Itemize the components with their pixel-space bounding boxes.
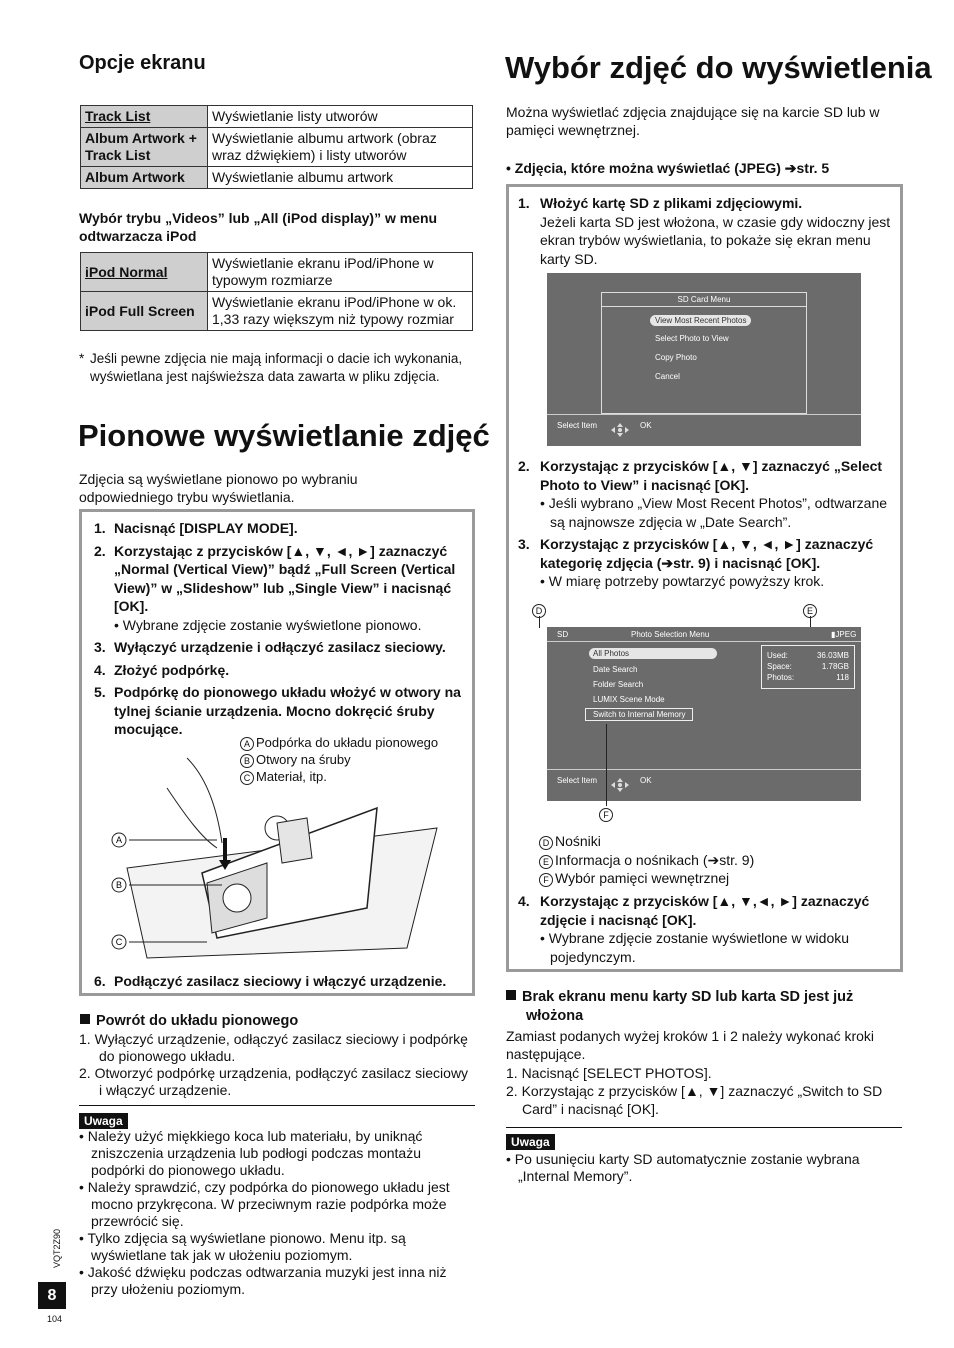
jpeg-label: ▮JPEG	[831, 630, 857, 639]
footer-ok: OK	[640, 421, 652, 430]
list-item: • Należy użyć miękkiego koca lub materiału, by uniknąć zniszczenia urządzenia lub podłogi podczas montażu podpórki do pionowego układu.	[79, 1128, 423, 1178]
photo-selection-menu-screen	[547, 627, 861, 801]
ipod-mode-table	[80, 252, 473, 331]
legend-item: D Nośniki	[539, 832, 754, 851]
legend-item: E Informacja o nośnikach (➔str. 9)	[539, 851, 754, 870]
screen-divider	[547, 414, 861, 415]
list-item: 1. Wyłączyć urządzenie, odłączyć zasilacz sieciowy i podpórkę do pionowego układu.	[79, 1031, 468, 1064]
callout-d: D	[532, 601, 548, 619]
step-sub: • Wybrane zdjęcie zostanie wyświetlone pionowo.	[114, 616, 422, 633]
sd-menu-title: SD Card Menu	[602, 293, 806, 307]
callout-c-label: C	[115, 937, 123, 947]
sd-card-menu-screen	[547, 273, 861, 446]
screen-divider	[547, 769, 861, 770]
info-used-value: 36.03MB	[816, 651, 849, 660]
list-item: 2. Otworzyć podpórkę urządzenia, podłączyć zasilacz sieciowy i włączyć urządzenie.	[79, 1065, 469, 1098]
uwaga-divider	[506, 1127, 902, 1128]
menu-item-all-photos[interactable]: All Photos	[589, 648, 717, 659]
menu-item-view-recent[interactable]: View Most Recent Photos	[650, 315, 751, 326]
table-row	[81, 128, 473, 167]
table-row	[81, 292, 473, 331]
step-item: 6. Podłączyć zasilacz sieciowy i włączyć urządzenie.	[94, 973, 447, 989]
step-item: 2. Korzystając z przycisków [▲, ▼, ◄, ►] zaznaczyć „Normal (Vertical View)” bądź „Full Screen (Vertical View)” w „Slideshow” lub „Single View” i nacisnąć [OK]. • Wybrane zdjęcie zostanie wyświetlone pionowo.	[82, 542, 466, 635]
menu-item-date-search[interactable]: Date Search	[593, 665, 638, 674]
section-title-opcje: Opcje ekranu	[79, 52, 206, 74]
photo-menu-title: Photo Selection Menu	[631, 630, 710, 639]
jpeg-note: • Zdjęcia, które można wyświetlać (JPEG) ➔str. 5	[506, 160, 830, 176]
uwaga-divider	[79, 1105, 475, 1106]
step-item: 4. Złożyć podpórkę.	[94, 661, 230, 678]
media-info-panel	[761, 645, 855, 689]
list-item: • Należy sprawdzić, czy podpórka do pionowego układu jest mocno przykręcona. W przeciwnym razie podpórka może przewrócić się.	[79, 1179, 450, 1229]
uwaga-label: Uwaga	[79, 1112, 128, 1130]
brak-intro: Zamiast podanych wyżej kroków 1 i 2 należy wykonać kroki następujące.	[506, 1028, 875, 1062]
step-item: 3. Wyłączyć urządzenie i odłączyć zasilacz sieciowy.	[94, 639, 446, 655]
table-value: Wyświetlanie albumu artwork (obraz wraz dźwiękiem) i listy utworów	[208, 128, 473, 167]
footer-select-item: Select Item	[557, 421, 598, 430]
powrot-heading: Powrót do układu pionowego	[80, 1013, 298, 1029]
page-number: 8	[38, 1282, 66, 1309]
step-3: 3. Korzystając z przycisków [▲, ▼, ◄, ►] zaznaczyć kategorię zdjęcia (➔str. 9) i nacisnąć [OK]. • W miarę potrzeby powtarzyć powyższy krok.	[518, 536, 874, 589]
table-key: iPod Normal	[81, 253, 208, 292]
menu-item-select-photo[interactable]: Select Photo to View	[655, 334, 729, 343]
square-bullet-icon	[506, 990, 516, 1000]
callout-f-line	[606, 724, 607, 806]
list-item: • Jakość dźwięku podczas odtwarzania muzyki jest inna niż przy ułożeniu poziomym.	[79, 1264, 447, 1297]
step-2: 2. Korzystając z przycisków [▲, ▼] zaznaczyć „Select Photo to View” i nacisnąć [OK]. • Jeśli wybrano „View Most Recent Photos”, odtwarzane są najnowsze zdjęcia w „Date Search”.	[518, 458, 888, 530]
info-used-label: Used:	[767, 651, 788, 660]
table-value: Wyświetlanie listy utworów	[208, 106, 473, 128]
step-item: 5. Podpórkę do pionowego układu włożyć w otwory na tylnej ścianie urządzenia. Mocno dokręcić śruby mocujące.	[94, 684, 461, 737]
sd-menu-panel	[601, 292, 807, 414]
legend-item: C Materiał, itp.	[240, 768, 438, 785]
pionowe-intro: Zdjęcia są wyświetlane pionowo po wybraniu odpowiedniego trybu wyświetlania.	[79, 471, 358, 505]
step-1: 1. Włożyć kartę SD z plikami zdjęciowymi. Jeżeli karta SD jest włożona, w czasie gdy widoczny jest ekran trybów wyświetlania, to pokaże się ekran menu karty SD.	[518, 195, 891, 267]
list-item: 1. Nacisnąć [SELECT PHOTOS].	[506, 1065, 712, 1081]
menu-item-cancel[interactable]: Cancel	[655, 372, 680, 381]
screen-legend	[539, 832, 754, 888]
photo-steps-box	[506, 184, 903, 972]
section-title-pionowe: Pionowe wyświetlanie zdjęć	[78, 418, 490, 453]
footer-ok: OK	[640, 776, 652, 785]
menu-item-copy-photo[interactable]: Copy Photo	[655, 353, 697, 362]
uwaga-list	[79, 1128, 475, 1298]
legend-item: A Podpórka do układu pionowego	[240, 734, 438, 751]
table-key: Track List	[81, 106, 208, 128]
table-row	[81, 167, 473, 189]
footer-select-item: Select Item	[557, 776, 598, 785]
table-row	[81, 106, 473, 128]
info-space-value: 1.78GB	[821, 662, 849, 671]
table-value: Wyświetlanie albumu artwork	[208, 167, 473, 189]
brak-heading: Brak ekranu menu karty SD lub karta SD jest już włożona	[506, 988, 901, 1026]
callout-a-label: A	[115, 835, 123, 845]
doc-code: VQT2Z90	[52, 1228, 62, 1268]
info-photos-value: 118	[836, 673, 849, 682]
steps-list	[82, 519, 472, 739]
step-item: 1. Nacisnąć [DISPLAY MODE].	[94, 520, 298, 536]
menu-item-switch-internal[interactable]: Switch to Internal Memory	[585, 708, 693, 721]
menu-item-folder-search[interactable]: Folder Search	[593, 680, 644, 689]
dpad-icon	[611, 778, 629, 792]
legend-item: B Otwory na śruby	[240, 751, 438, 768]
display-options-table	[80, 105, 473, 189]
stand-mounting-illustration	[107, 748, 467, 968]
final-step	[82, 972, 446, 995]
uwaga-label: Uwaga	[506, 1133, 555, 1151]
footnote: * Jeśli pewne zdjęcia nie mają informacji o dacie ich wykonania, wyświetlana jest najświeższa data zawarta w pliku zdjęcia.	[79, 351, 463, 384]
uwaga-list	[506, 1151, 902, 1185]
dpad-icon	[611, 423, 629, 437]
media-sd-label: SD	[557, 630, 569, 639]
callout-e: E	[803, 601, 819, 619]
table-value: Wyświetlanie ekranu iPod/iPhone w ok. 1,33 razy większym niż typowy rozmiar	[208, 292, 473, 331]
videos-heading: Wybór trybu „Videos” lub „All (iPod display)” w menu odtwarzacza iPod	[79, 210, 438, 244]
wybor-intro: Można wyświetlać zdjęcia znajdujące się na karcie SD lub w pamięci wewnętrznej.	[506, 104, 880, 138]
callout-d-line	[539, 616, 540, 628]
table-value: Wyświetlanie ekranu iPod/iPhone w typowym rozmiarze	[208, 253, 473, 292]
page-sub-number: 104	[47, 1314, 63, 1324]
table-key: Album Artwork + Track List	[81, 128, 208, 167]
callout-f: F	[599, 805, 615, 823]
card-icon: ▮	[831, 630, 836, 639]
photo-menu-header	[547, 627, 861, 642]
section-title-wybor: Wybór zdjęć do wyświetlenia	[505, 50, 932, 85]
step-4: 4. Korzystając z przycisków [▲, ▼,◄, ►] zaznaczyć zdjęcie i nacisnąć [OK]. • Wybrane zdjęcie zostanie wyświetlone w widoku pojedynczym.	[518, 893, 870, 965]
menu-item-lumix-scene[interactable]: LUMIX Scene Mode	[593, 695, 665, 704]
list-item: • Tylko zdjęcia są wyświetlane pionowo. Menu itp. są wyświetlane tak jak w ułożeniu poziomym.	[79, 1230, 406, 1263]
powrot-list	[79, 1031, 474, 1099]
square-bullet-icon	[80, 1014, 90, 1024]
brak-list	[506, 1064, 901, 1118]
table-key: Album Artwork	[81, 167, 208, 189]
info-photos-label: Photos:	[767, 673, 795, 682]
table-key: iPod Full Screen	[81, 292, 208, 331]
list-item: 2. Korzystając z przycisków [▲, ▼] zaznaczyć „Switch to SD Card” i nacisnąć [OK].	[506, 1083, 883, 1117]
vertical-steps-box	[79, 509, 475, 996]
table-row	[81, 253, 473, 292]
list-item: • Po usunięciu karty SD automatycznie zostanie wybrana „Internal Memory”.	[506, 1151, 860, 1184]
callout-b-label: B	[115, 880, 123, 890]
legend-item: F Wybór pamięci wewnętrznej	[539, 869, 754, 888]
info-space-label: Space:	[767, 662, 792, 671]
